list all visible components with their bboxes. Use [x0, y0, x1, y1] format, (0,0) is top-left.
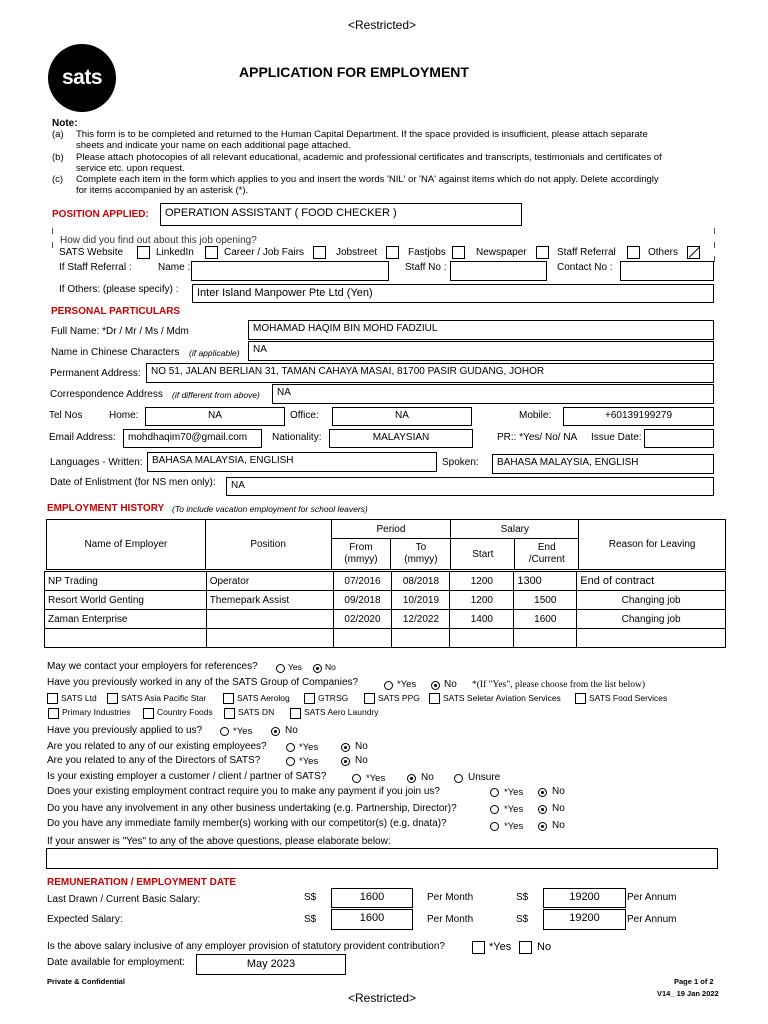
checkbox-cpf-no[interactable] — [519, 941, 532, 954]
footer-confidential: Private & Confidential — [47, 977, 125, 986]
restricted-footer: <Restricted> — [348, 991, 417, 1005]
col-from-header — [331, 539, 391, 570]
from-cell[interactable]: 09/2018 — [333, 591, 392, 610]
checkbox-others[interactable] — [687, 246, 700, 259]
worked-no-label: No — [444, 679, 457, 690]
checkbox-sats-aerolog[interactable] — [223, 693, 234, 704]
per-annum-label: Per Annum — [627, 892, 677, 903]
employer-cell[interactable]: Zaman Enterprise — [45, 610, 207, 629]
currency-label: S$ — [304, 892, 317, 903]
correspondence-note: (if different from above) — [172, 390, 260, 400]
worked-yes-label: *Yes — [397, 679, 417, 690]
tick-mark — [52, 242, 53, 248]
q-involvement: Do you have any involvement in any other business undertaking (e.g. Partnership, Director)? — [47, 803, 457, 814]
related-dir-yes-label: *Yes — [299, 756, 319, 767]
referral-label: If Staff Referral : — [59, 262, 132, 273]
checkbox-fastjobs[interactable] — [452, 246, 465, 259]
company-primary-industries: Primary Industries — [62, 707, 131, 717]
involvement-yes-label: *Yes — [504, 804, 524, 815]
to-cell[interactable] — [392, 629, 450, 648]
issue-date-field[interactable] — [644, 429, 714, 448]
issue-date-label: Issue Date: — [591, 432, 642, 443]
referral-name-field[interactable] — [191, 261, 389, 281]
radio-payment-no[interactable] — [538, 788, 547, 797]
note-b-letter: (b) — [52, 152, 64, 163]
office-phone-field[interactable]: NA — [332, 407, 472, 426]
references-no-label: No — [325, 662, 336, 672]
company-sats-asia-pacific-star: SATS Asia Pacific Star — [121, 693, 207, 703]
source-question: How did you find out about this job opening? — [60, 235, 257, 246]
related-emp-yes-label: *Yes — [299, 742, 319, 753]
enlistment-label: Date of Enlistment (for NS men only): — [50, 477, 216, 488]
last-salary-label: Last Drawn / Current Basic Salary: — [47, 894, 201, 905]
restricted-header: <Restricted> — [348, 18, 417, 32]
expected-salary-month-field[interactable]: 1600 — [331, 909, 413, 930]
company-sats-dn: SATS DN — [238, 707, 275, 717]
note-label: Note: — [52, 118, 78, 129]
to-cell[interactable]: 08/2018 — [392, 572, 450, 591]
involvement-no-label: No — [552, 803, 565, 814]
enlistment-field[interactable]: NA — [226, 477, 714, 496]
col-from-unit: (mmyy) — [344, 554, 378, 565]
checkbox-linkedin[interactable] — [205, 246, 218, 259]
company-sats-ppg: SATS PPG — [378, 693, 420, 703]
references-yes-label: Yes — [288, 662, 302, 672]
checkbox-sats-seletar[interactable] — [429, 693, 440, 704]
tel-label: Tel Nos — [49, 410, 83, 421]
radio-applied-no[interactable] — [271, 727, 280, 736]
checkbox-newspaper[interactable] — [536, 246, 549, 259]
company-sats-aerolog: SATS Aerolog — [237, 693, 290, 703]
cpf-question: Is the above salary inclusive of any employer provision of statutory provident contribution? — [47, 941, 445, 952]
col-to-header — [391, 539, 451, 570]
elaborate-field[interactable] — [46, 848, 718, 869]
end-salary-cell[interactable]: 1300 — [514, 572, 577, 591]
col-end-header — [515, 539, 579, 570]
reason-cell[interactable]: Changing job — [577, 591, 726, 610]
col-to-unit: (mmyy) — [404, 554, 438, 565]
q-payment: Does your existing employment contract require you to make any payment if you join us? — [47, 786, 440, 797]
reason-cell[interactable] — [577, 629, 726, 648]
reason-cell[interactable]: Changing job — [577, 610, 726, 629]
company-gtrsg: GTRSG — [318, 693, 349, 703]
cpf-no-label: No — [537, 941, 552, 953]
languages-written-label: Languages - Written: — [50, 457, 143, 468]
remuneration-heading: REMUNERATION / EMPLOYMENT DATE — [47, 877, 237, 888]
full-name-label: Full Name: *Dr / Mr / Ms / Mdm — [51, 326, 189, 337]
checkbox-sats-aero-laundry[interactable] — [290, 708, 301, 719]
radio-involvement-no[interactable] — [538, 805, 547, 814]
col-end-label: End — [537, 542, 556, 553]
pr-label: PR:: *Yes/ No/ NA — [497, 432, 578, 443]
radio-family-yes[interactable] — [490, 822, 499, 831]
note-a-letter: (a) — [52, 129, 64, 140]
table-row — [45, 610, 726, 629]
customer-yes-label: *Yes — [366, 773, 386, 784]
start-salary-cell[interactable]: 1200 — [450, 591, 514, 610]
home-phone-field[interactable]: NA — [145, 407, 285, 426]
email-field[interactable]: mohdhaqim70@gmail.com — [123, 429, 262, 448]
col-start-header: Start — [451, 539, 515, 570]
table-row — [45, 591, 726, 610]
radio-references-no[interactable] — [313, 664, 322, 673]
applied-yes-label: *Yes — [233, 726, 253, 737]
date-available-field[interactable]: May 2023 — [196, 954, 346, 975]
others-field[interactable]: Inter Island Manpower Pte Ltd (Yen) — [192, 284, 714, 303]
referral-contact-field[interactable] — [620, 261, 714, 281]
checkbox-sats-ltd[interactable] — [47, 693, 58, 704]
mobile-label: Mobile: — [519, 410, 552, 421]
end-salary-cell[interactable]: 1500 — [514, 591, 577, 610]
checkbox-cpf-yes[interactable] — [472, 941, 485, 954]
q-family: Do you have any immediate family member(s) working with our competitor(s) (e.g. dnata)? — [47, 818, 447, 829]
start-salary-cell[interactable] — [450, 629, 514, 648]
payment-yes-label: *Yes — [504, 787, 524, 798]
to-cell[interactable]: 10/2019 — [392, 591, 450, 610]
option-others: Others — [648, 247, 679, 258]
checkbox-jobstreet[interactable] — [386, 246, 399, 259]
company-sats-food-services: SATS Food Services — [589, 693, 668, 703]
option-jobstreet: Jobstreet — [336, 247, 378, 258]
end-salary-cell[interactable]: 1600 — [514, 610, 577, 629]
permanent-address-field[interactable]: NO 51, JALAN BERLIAN 31, TAMAN CAHAYA MASAI, 81700 PASIR GUDANG, JOHOR — [146, 363, 714, 383]
languages-written-field[interactable]: BAHASA MALAYSIA, ENGLISH — [147, 452, 437, 472]
q-worked-sats: Have you previously worked in any of the SATS Group of Companies? — [47, 677, 359, 688]
nationality-field[interactable]: MALAYSIAN — [329, 429, 473, 448]
q-customer: Is your existing employer a customer / client / partner of SATS? — [47, 771, 327, 782]
per-month-label: Per Month — [427, 892, 474, 903]
radio-related-emp-yes[interactable] — [286, 743, 295, 752]
customer-no-label: No — [421, 772, 434, 783]
note-b-line1: Please attach photocopies of all relevant educational, academic and professional certificates and transcripts, testimonials and certificates of — [76, 152, 662, 163]
table-row — [45, 572, 726, 591]
end-salary-cell[interactable] — [514, 629, 577, 648]
radio-worked-no[interactable] — [431, 681, 440, 690]
radio-payment-yes[interactable] — [490, 788, 499, 797]
chinese-name-label: Name in Chinese Characters — [51, 347, 180, 358]
employment-header-table — [46, 519, 726, 570]
office-label: Office: — [290, 410, 319, 421]
mobile-field[interactable]: +60139199279 — [563, 407, 714, 426]
company-sats-ltd: SATS Ltd — [61, 693, 97, 703]
choose-note: *(If "Yes", please choose from the list below) — [472, 680, 646, 690]
checkbox-sats-asia-pacific-star[interactable] — [107, 693, 118, 704]
employment-table — [44, 571, 726, 648]
q-applied: Have you previously applied to us? — [47, 725, 203, 736]
currency-label: S$ — [516, 892, 529, 903]
related-dir-no-label: No — [355, 755, 368, 766]
option-newspaper: Newspaper — [476, 247, 527, 258]
checkbox-sats-food-services[interactable] — [575, 693, 586, 704]
checkbox-country-foods[interactable] — [143, 708, 154, 719]
position-cell[interactable]: Themepark Assist — [206, 591, 333, 610]
radio-family-no[interactable] — [538, 822, 547, 831]
family-no-label: No — [552, 820, 565, 831]
permanent-address-label: Permanent Address: — [50, 368, 141, 379]
position-cell[interactable] — [206, 629, 333, 648]
col-reason-header: Reason for Leaving — [579, 520, 726, 570]
position-label: POSITION APPLIED: — [52, 209, 149, 220]
employer-cell[interactable]: NP Trading — [45, 572, 207, 591]
customer-unsure-label: Unsure — [468, 772, 501, 783]
personal-heading: PERSONAL PARTICULARS — [51, 306, 181, 317]
email-label: Email Address: — [49, 432, 116, 443]
q-related-employees: Are you related to any of our existing employees? — [47, 741, 267, 752]
radio-customer-yes[interactable] — [352, 774, 361, 783]
option-staff-referral: Staff Referral — [557, 247, 616, 258]
form-title: APPLICATION FOR EMPLOYMENT — [239, 64, 469, 80]
option-sats-website: SATS Website — [59, 247, 124, 258]
col-to-label: To — [415, 542, 427, 553]
note-c-line2: for items accompanied by an asterisk (*). — [76, 185, 249, 196]
referral-staff-no-field[interactable] — [450, 261, 547, 281]
related-emp-no-label: No — [355, 741, 368, 752]
note-a-line2: sheets and indicate your name on each additional page attached. — [76, 140, 351, 151]
note-c-line1: Complete each item in the form which applies to you and insert the words 'NIL' or 'NA' against items which do not apply. Delete accordingly — [76, 174, 659, 185]
option-linkedin: LinkedIn — [156, 247, 194, 258]
reason-cell[interactable]: End of contract — [577, 572, 726, 591]
radio-related-emp-no[interactable] — [341, 743, 350, 752]
per-month-label: Per Month — [427, 914, 474, 925]
from-cell[interactable] — [333, 629, 392, 648]
employment-heading: EMPLOYMENT HISTORY — [47, 503, 165, 514]
radio-customer-no[interactable] — [407, 774, 416, 783]
checkbox-sats-website[interactable] — [137, 246, 150, 259]
correspondence-label: Correspondence Address — [50, 389, 163, 400]
option-fastjobs: Fastjobs — [408, 247, 446, 258]
per-annum-label: Per Annum — [627, 914, 677, 925]
chinese-name-note: (if applicable) — [189, 348, 240, 358]
referral-staff-no-label: Staff No : — [405, 262, 447, 273]
applied-no-label: No — [285, 725, 298, 736]
company-country-foods: Country Foods — [157, 707, 213, 717]
employer-cell[interactable] — [45, 629, 207, 648]
radio-references-yes[interactable] — [276, 664, 285, 673]
employment-note: (To include vacation employment for school leavers) — [172, 504, 368, 514]
last-salary-month-field[interactable]: 1600 — [331, 888, 413, 908]
radio-worked-yes[interactable] — [384, 681, 393, 690]
col-from-label: From — [349, 542, 373, 553]
chinese-name-field[interactable]: NA — [248, 341, 714, 361]
correspondence-field[interactable]: NA — [272, 384, 714, 404]
cpf-yes-label: *Yes — [489, 941, 512, 953]
radio-related-dir-yes[interactable] — [286, 757, 295, 766]
home-label: Home: — [109, 410, 139, 421]
full-name-field[interactable]: MOHAMAD HAQIM BIN MOHD FADZIUL — [248, 320, 714, 340]
family-yes-label: *Yes — [504, 821, 524, 832]
radio-related-dir-no[interactable] — [341, 757, 350, 766]
checkbox-sats-ppg[interactable] — [364, 693, 375, 704]
checkbox-career-fairs[interactable] — [313, 246, 326, 259]
date-available-label: Date available for employment: — [47, 957, 185, 968]
note-c-letter: (c) — [52, 174, 64, 185]
checkbox-sats-dn[interactable] — [224, 708, 235, 719]
company-sats-seletar: SATS Seletar Aviation Services — [443, 693, 561, 703]
col-period-header: Period — [331, 520, 451, 539]
checkbox-staff-referral[interactable] — [627, 246, 640, 259]
col-salary-header: Salary — [451, 520, 579, 539]
col-position-header: Position — [205, 520, 331, 570]
tick-mark — [714, 228, 715, 234]
radio-applied-yes[interactable] — [220, 727, 229, 736]
payment-no-label: No — [552, 786, 565, 797]
radio-customer-unsure[interactable] — [454, 774, 463, 783]
spoken-label: Spoken: — [442, 457, 479, 468]
tick-mark — [714, 256, 715, 262]
table-row — [45, 629, 726, 648]
note-a-line1: This form is to be completed and returned to the Human Capital Department. If the space provided is insufficient, please attach separate — [76, 129, 648, 140]
last-salary-annum-field[interactable]: 19200 — [543, 888, 626, 908]
company-sats-aero-laundry: SATS Aero Laundry — [304, 707, 379, 717]
currency-label: S$ — [516, 914, 529, 925]
elaborate-label: If your answer is "Yes" to any of the above questions, please elaborate below: — [47, 836, 391, 847]
expected-salary-annum-field[interactable]: 19200 — [543, 909, 626, 930]
sats-logo: sats — [48, 44, 116, 112]
start-salary-cell[interactable]: 1400 — [450, 610, 514, 629]
col-end-current: /Current — [528, 554, 565, 565]
tick-mark — [714, 242, 715, 248]
position-cell[interactable] — [206, 610, 333, 629]
position-field[interactable]: OPERATION ASSISTANT ( FOOD CHECKER ) — [160, 203, 522, 226]
q-related-directors: Are you related to any of the Directors of SATS? — [47, 755, 261, 766]
others-label: If Others: (please specify) : — [59, 284, 179, 295]
position-cell[interactable]: Operator — [206, 572, 333, 591]
col-employer-header: Name of Employer — [47, 520, 206, 570]
footer-page: Page 1 of 2 — [674, 977, 714, 986]
note-b-line2: service etc. upon request. — [76, 163, 185, 174]
footer-version: V14_ 19 Jan 2022 — [657, 989, 719, 998]
nationality-label: Nationality: — [272, 432, 322, 443]
q-references: May we contact your employers for references? — [47, 661, 258, 672]
referral-contact-label: Contact No : — [557, 262, 613, 273]
radio-involvement-yes[interactable] — [490, 805, 499, 814]
referral-name-label: Name : — [158, 262, 191, 273]
currency-label: S$ — [304, 914, 317, 925]
employer-cell[interactable]: Resort World Genting — [45, 591, 207, 610]
expected-salary-label: Expected Salary: — [47, 914, 123, 925]
start-salary-cell[interactable]: 1200 — [450, 572, 514, 591]
from-cell[interactable]: 07/2016 — [333, 572, 392, 591]
tick-mark — [52, 228, 53, 234]
checkbox-primary-industries[interactable] — [48, 708, 59, 719]
spoken-field[interactable]: BAHASA MALAYSIA, ENGLISH — [492, 454, 714, 474]
from-cell[interactable]: 02/2020 — [333, 610, 392, 629]
option-career-fairs: Career / Job Fairs — [224, 247, 305, 258]
to-cell[interactable]: 12/2022 — [392, 610, 450, 629]
checkbox-gtrsg[interactable] — [304, 693, 315, 704]
